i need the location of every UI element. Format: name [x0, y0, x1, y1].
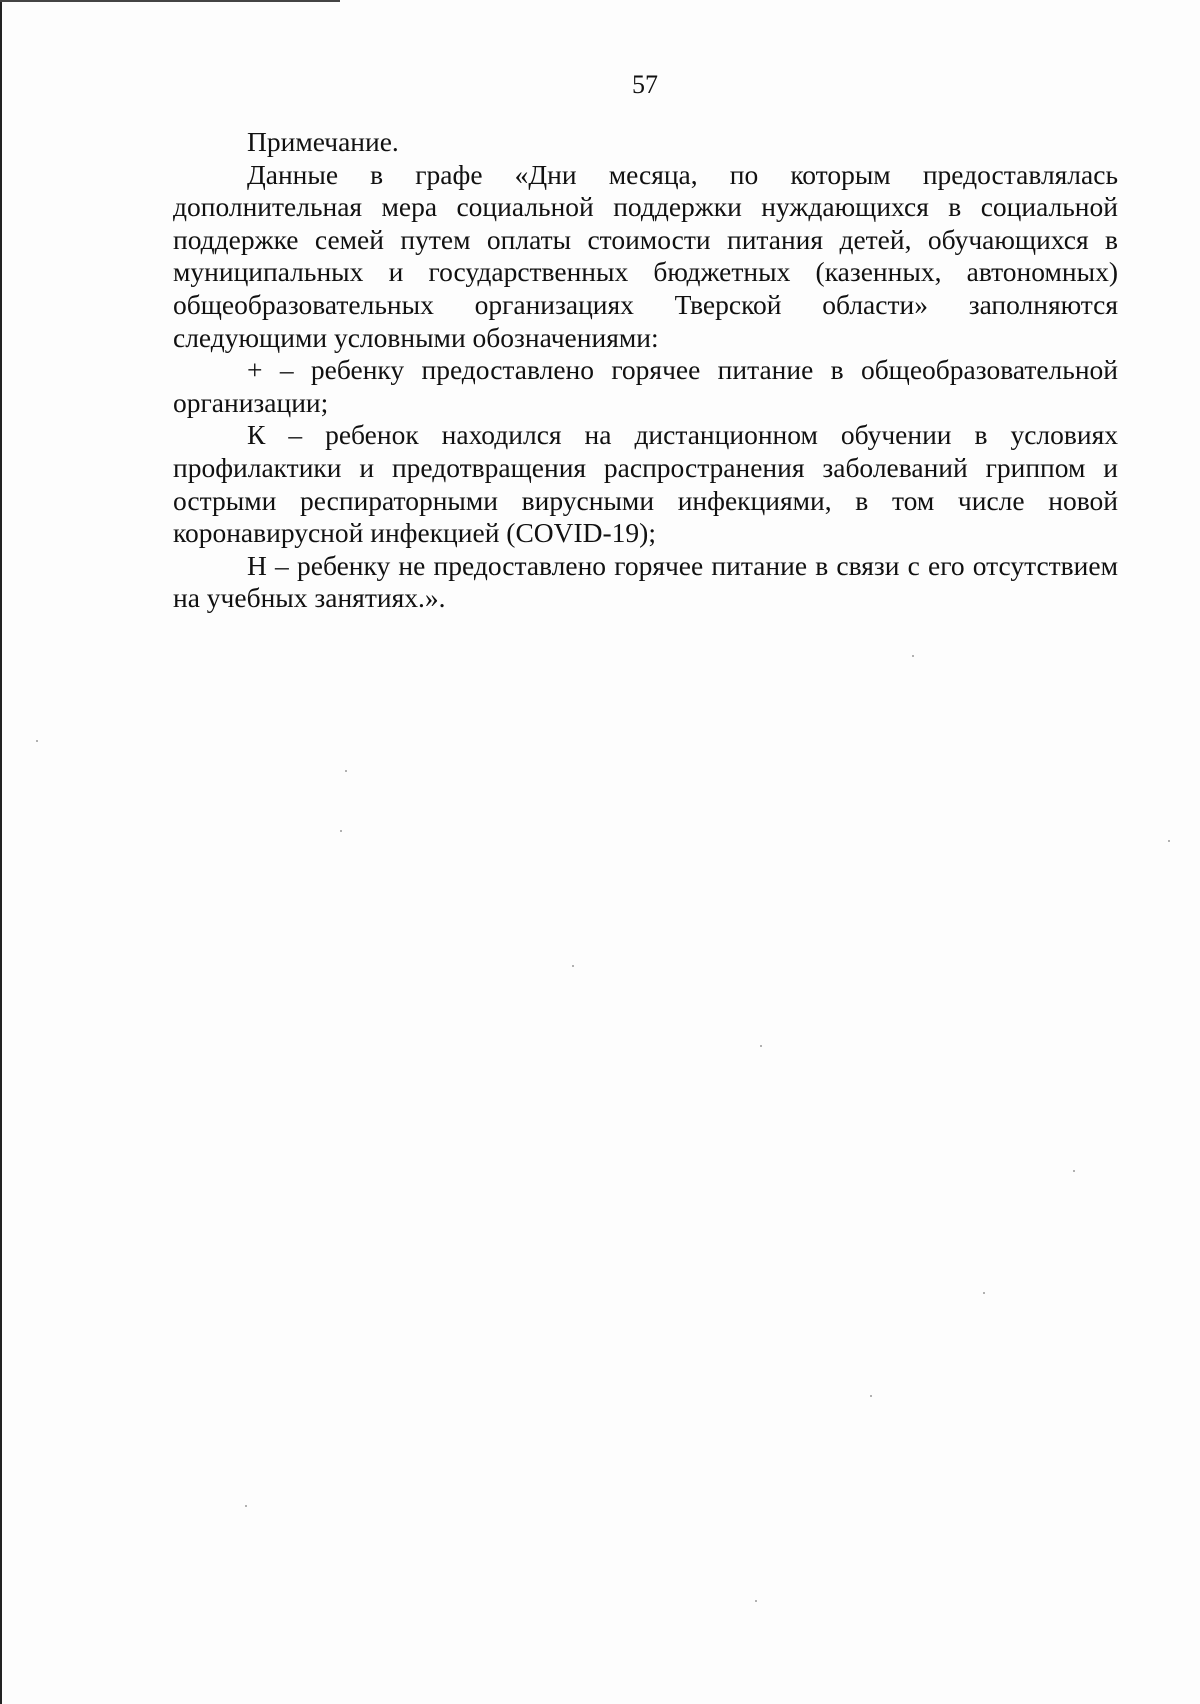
page-number: 57 — [632, 70, 658, 99]
scan-speck — [912, 655, 914, 657]
scan-speck — [340, 830, 342, 832]
scan-speck — [572, 965, 574, 967]
note-heading: Примечание. — [247, 126, 399, 157]
paragraph-n-symbol: Н – ребенку не предоставлено горячее питание в связи с его отсутствием на учебных занятиях.». — [173, 549, 1118, 614]
scan-speck — [245, 1505, 247, 1507]
scan-speck — [870, 1395, 872, 1397]
paragraph-plus-symbol: + – ребенку предоставлено горячее питание в общеобразовательной организации; — [173, 354, 1118, 418]
scan-speck — [983, 1292, 985, 1294]
scan-speck — [1073, 1170, 1075, 1172]
scan-speck — [36, 740, 38, 742]
paragraph-k-symbol: К – ребенок находился на дистанционном обучении в условиях профилактики и предотвращения распространения заболеваний гриппом и острыми респираторными вирусными инфекциями, в том числе новой коронавирусной инфекцией (COVID-19); — [173, 419, 1118, 549]
scan-left-edge — [0, 0, 2, 1704]
note-body — [173, 126, 1118, 615]
scan-speck — [1168, 840, 1170, 842]
scan-speck — [345, 770, 347, 772]
scan-top-edge — [0, 0, 340, 2]
scan-speck — [760, 1045, 762, 1047]
paragraph-intro: Данные в графе «Дни месяца, по которым предоставлялась дополнительная мера социальной поддержки нуждающихся в социальной поддержке семей путем оплаты стоимости питания детей, обучающихся в муниципальных и государственных бюджетных (казенных, автономных) общеобразовательных организациях Тверской области» заполняются следующими условными обозначениями: — [173, 158, 1118, 353]
scan-speck — [755, 1600, 757, 1602]
